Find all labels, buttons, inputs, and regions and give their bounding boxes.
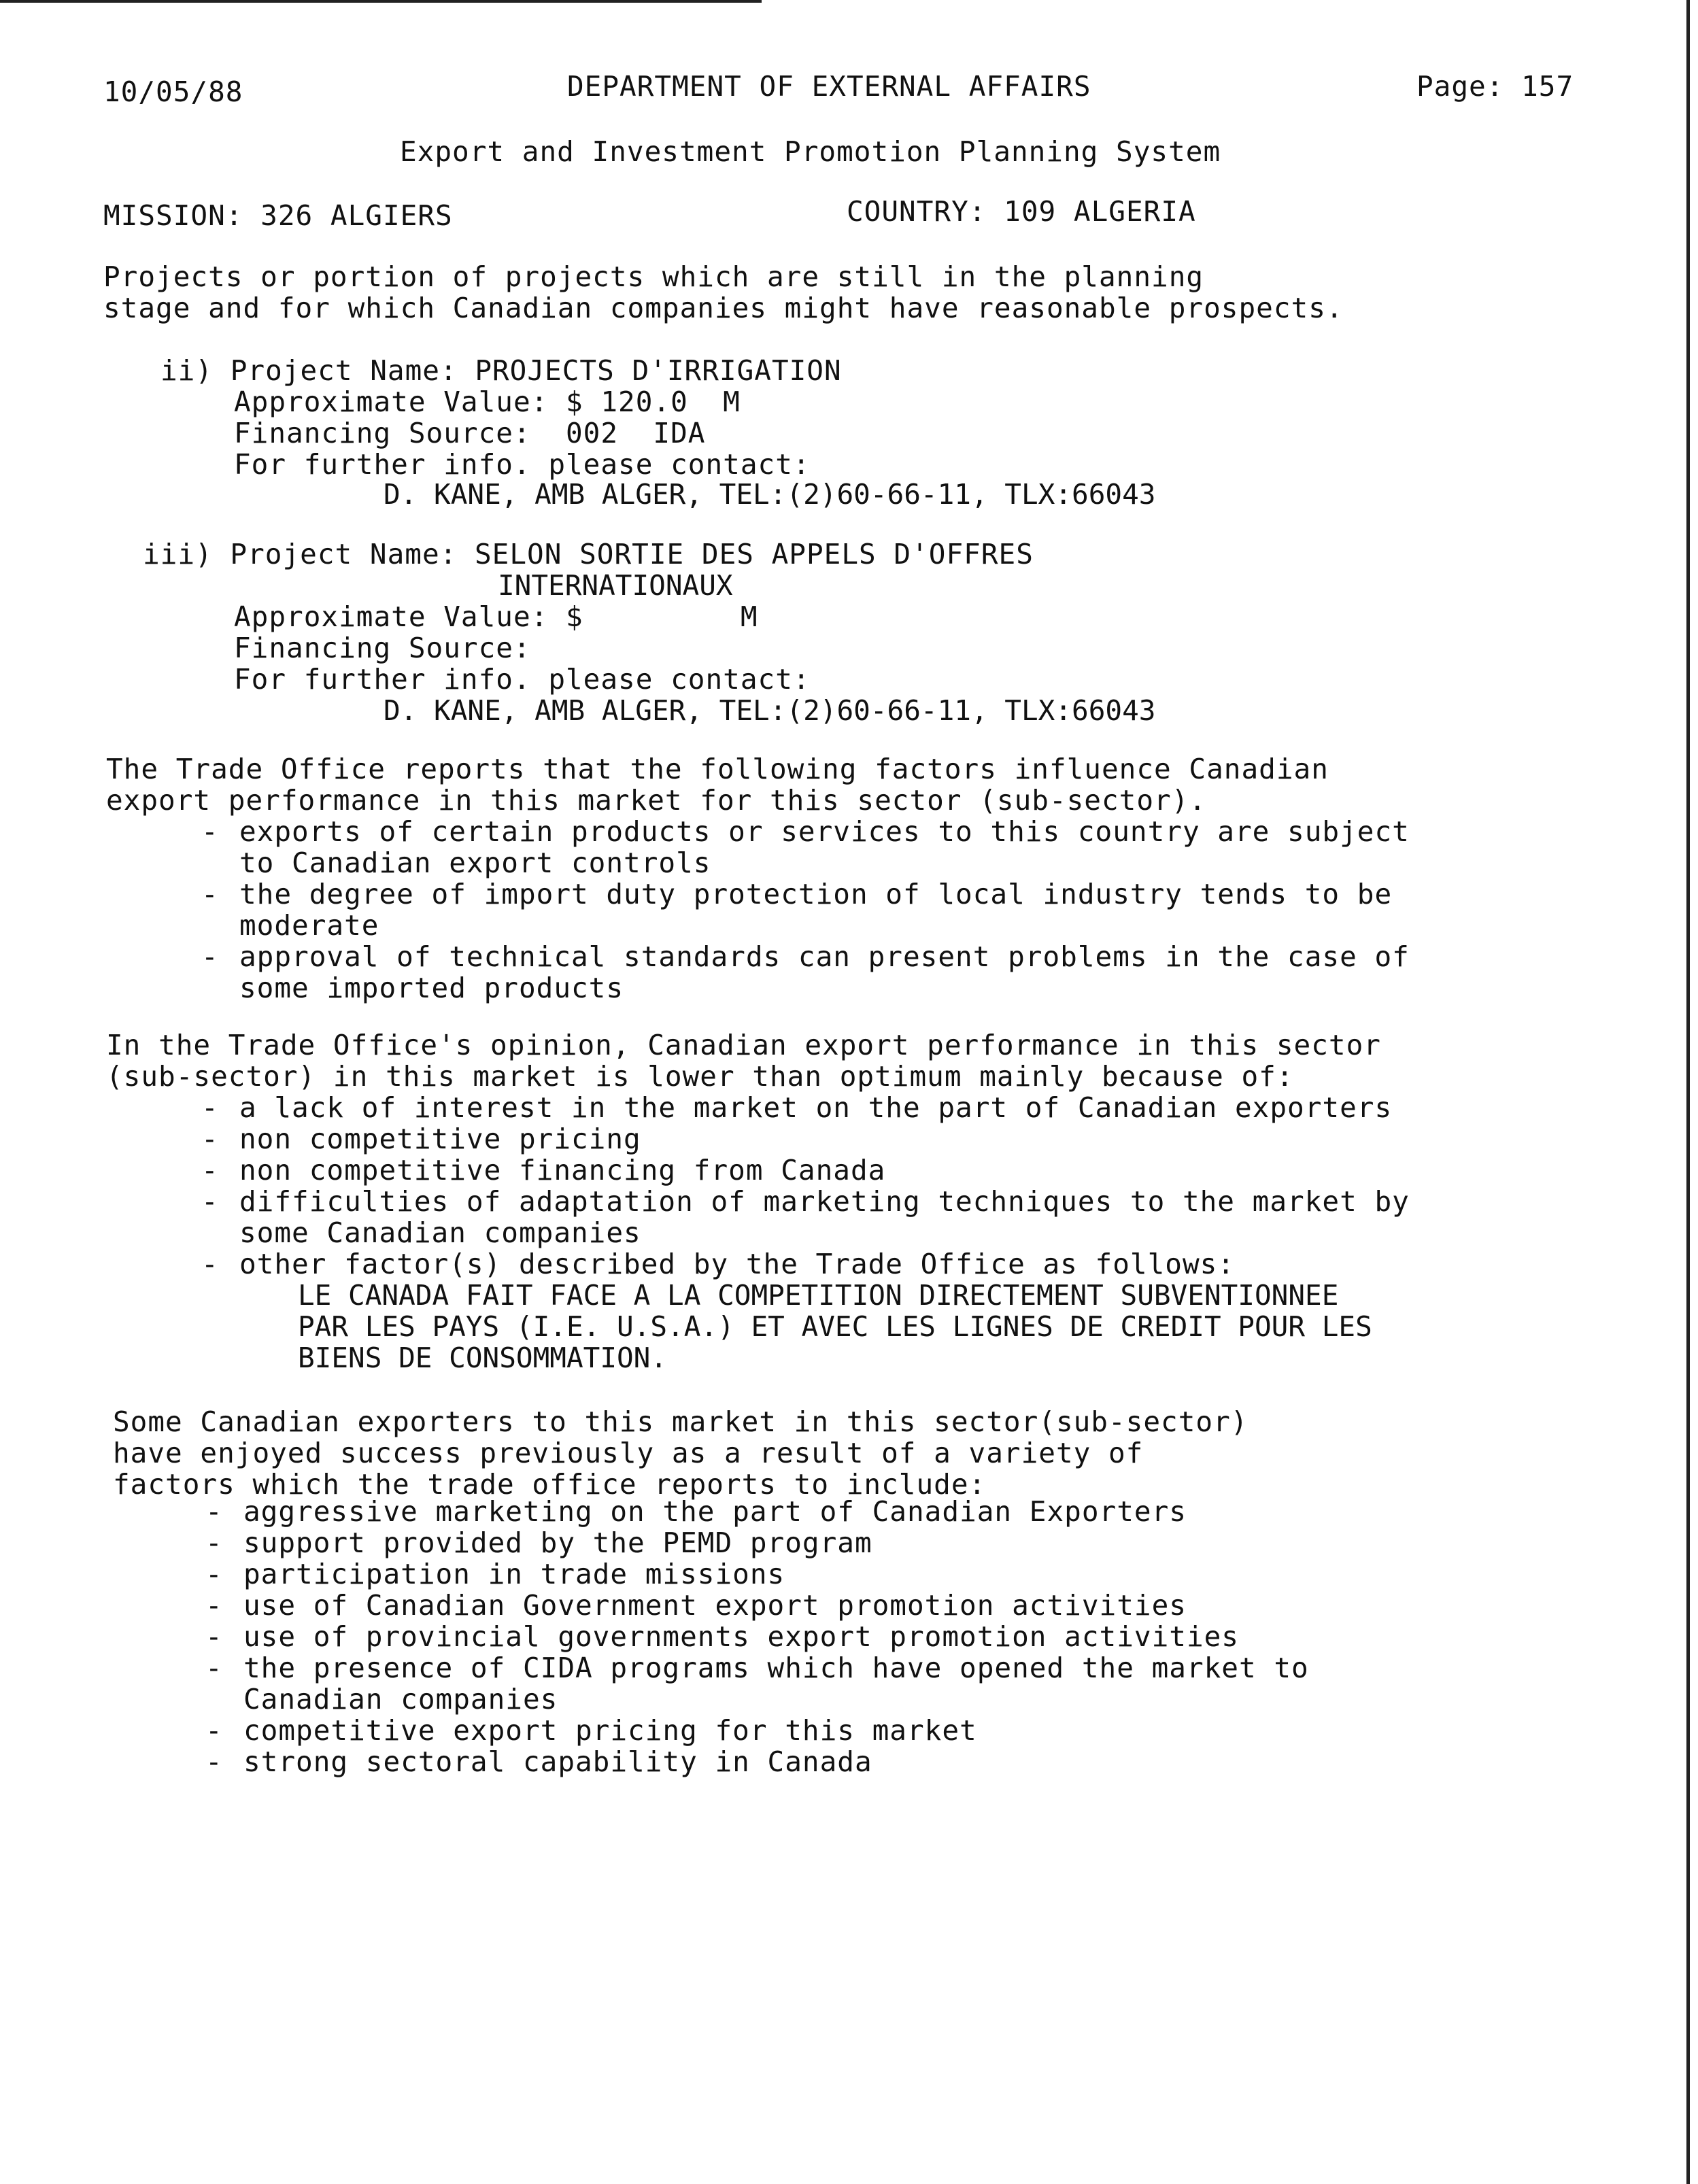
opinion-intro-line: In the Trade Office's opinion, Canadian export performance in this sector <box>106 1029 1381 1061</box>
report-date: 10/05/88 <box>103 75 243 108</box>
project-financing: Financing Source: <box>234 632 531 664</box>
dash-bullet: - <box>205 1620 223 1653</box>
dash-bullet: - <box>205 1558 223 1590</box>
dash-bullet: - <box>205 1495 223 1528</box>
list-item <box>201 816 1410 878</box>
dash-bullet: - <box>201 815 219 848</box>
list-item <box>205 1621 1309 1652</box>
factors-list <box>201 816 1410 1004</box>
project-financing: Financing Source: 002 IDA <box>234 417 706 449</box>
other-factors-line: PAR LES PAYS (I.E. U.S.A.) ET AVEC LES LIGNES DE CREDIT POUR LES <box>298 1310 1372 1343</box>
project-name: iii) Project Name: SELON SORTIE DES APPELS D'OFFRES <box>143 538 1034 570</box>
list-item <box>205 1527 1309 1558</box>
project-name: ii) Project Name: PROJECTS D'IRRIGATION <box>160 354 842 387</box>
project-details <box>234 601 811 695</box>
dash-bullet: - <box>201 940 219 973</box>
list-item-line: support provided by the PEMD program <box>243 1526 872 1559</box>
list-item <box>205 1590 1309 1621</box>
opinion-intro <box>106 1029 1381 1092</box>
dash-bullet: - <box>201 1154 219 1187</box>
list-item <box>201 1092 1410 1123</box>
factors-intro-line: The Trade Office reports that the following factors influence Canadian <box>106 753 1329 785</box>
list-item-line: the degree of import duty protection of local industry tends to be <box>239 878 1393 910</box>
list-item-line: approval of technical standards can present problems in the case of <box>239 940 1410 973</box>
list-item-line: exports of certain products or services to this country are subject <box>239 815 1410 848</box>
list-item-line: non competitive pricing <box>239 1123 641 1155</box>
list-item <box>205 1715 1309 1746</box>
factors-intro-line: export performance in this market for this sector (sub-sector). <box>106 784 1207 817</box>
other-factors-text <box>298 1280 1372 1373</box>
project-entry <box>160 355 842 386</box>
list-item-line: a lack of interest in the market on the part of Canadian exporters <box>239 1091 1393 1124</box>
opinion-list <box>201 1092 1410 1280</box>
opinion-intro-line: (sub-sector) in this market is lower than optimum mainly because of: <box>106 1060 1294 1093</box>
dash-bullet: - <box>201 1091 219 1124</box>
list-item-line: difficulties of adaptation of marketing techniques to the market by <box>239 1185 1410 1218</box>
list-item-line: some imported products <box>239 972 624 1004</box>
list-item <box>201 1123 1410 1155</box>
project-entry <box>143 539 1034 570</box>
list-item <box>201 878 1410 941</box>
intro-paragraph <box>103 261 1344 324</box>
project-name-cont <box>498 570 733 601</box>
list-item-line: the presence of CIDA programs which have opened the market to <box>243 1652 1309 1684</box>
project-contact-label: For further info. please contact: <box>234 663 811 696</box>
scan-edge-right <box>1686 0 1690 2184</box>
dash-bullet: - <box>205 1745 223 1778</box>
list-item <box>201 1155 1410 1186</box>
dash-bullet: - <box>201 1123 219 1155</box>
other-factors-line: LE CANADA FAIT FACE A LA COMPETITION DIRECTEMENT SUBVENTIONNEE <box>298 1279 1339 1312</box>
dash-bullet: - <box>205 1652 223 1684</box>
dash-bullet: - <box>205 1714 223 1747</box>
list-item-line: moderate <box>239 909 379 942</box>
page-number: Page: 157 <box>1416 70 1574 103</box>
list-item-line: strong sectoral capability in Canada <box>243 1745 872 1778</box>
other-factors-line: BIENS DE CONSOMMATION. <box>298 1342 668 1374</box>
department-title: DEPARTMENT OF EXTERNAL AFFAIRS <box>567 70 1091 103</box>
project-contact-details: D. KANE, AMB ALGER, TEL:(2)60-66-11, TLX:66043 <box>384 694 1156 727</box>
dash-bullet: - <box>205 1589 223 1622</box>
project-contact-label: For further info. please contact: <box>234 448 811 481</box>
list-item <box>205 1746 1309 1777</box>
project-contact <box>384 479 1155 510</box>
success-list <box>205 1496 1309 1777</box>
list-item <box>205 1558 1309 1590</box>
intro-line: stage and for which Canadian companies might have reasonable prospects. <box>103 292 1344 324</box>
list-item-line: use of provincial governments export promotion activities <box>243 1620 1239 1653</box>
project-contact-details: D. KANE, AMB ALGER, TEL:(2)60-66-11, TLX:66043 <box>384 478 1156 511</box>
project-name-line2: INTERNATIONAUX <box>498 569 733 602</box>
country-label: COUNTRY: 109 ALGERIA <box>847 195 1196 228</box>
dash-bullet: - <box>201 1185 219 1218</box>
dash-bullet: - <box>201 1248 219 1280</box>
list-item <box>205 1652 1309 1715</box>
intro-line: Projects or portion of projects which are still in the planning <box>103 260 1204 293</box>
list-item <box>205 1496 1309 1527</box>
list-item-line: participation in trade missions <box>243 1558 785 1590</box>
project-value: Approximate Value: $ 120.0 M <box>234 386 741 418</box>
dash-bullet: - <box>201 878 219 910</box>
dash-bullet: - <box>205 1526 223 1559</box>
project-value: Approximate Value: $ M <box>234 600 758 633</box>
list-item-line: other factor(s) described by the Trade Office as follows: <box>239 1248 1235 1280</box>
success-intro <box>113 1406 1248 1500</box>
list-item <box>201 941 1410 1004</box>
factors-intro <box>106 753 1329 816</box>
success-intro-line: Some Canadian exporters to this market in this sector(sub-sector) <box>113 1405 1249 1438</box>
list-item-line: aggressive marketing on the part of Canadian Exporters <box>243 1495 1187 1528</box>
project-details <box>234 386 811 480</box>
list-item-line: use of Canadian Government export promotion activities <box>243 1589 1187 1622</box>
list-item-line: Canadian companies <box>243 1683 558 1716</box>
list-item <box>201 1248 1410 1280</box>
system-title: Export and Investment Promotion Planning System <box>400 135 1221 168</box>
list-item-line: to Canadian export controls <box>239 847 711 879</box>
success-intro-line: have enjoyed success previously as a result of a variety of <box>113 1437 1144 1469</box>
scan-edge-top <box>0 0 762 3</box>
list-item-line: competitive export pricing for this market <box>243 1714 977 1747</box>
success-intro-line: factors which the trade office reports to include: <box>113 1468 987 1501</box>
list-item-line: some Canadian companies <box>239 1216 641 1249</box>
list-item <box>201 1186 1410 1248</box>
project-contact <box>384 695 1155 726</box>
mission-label: MISSION: 326 ALGIERS <box>103 199 453 232</box>
list-item-line: non competitive financing from Canada <box>239 1154 886 1187</box>
